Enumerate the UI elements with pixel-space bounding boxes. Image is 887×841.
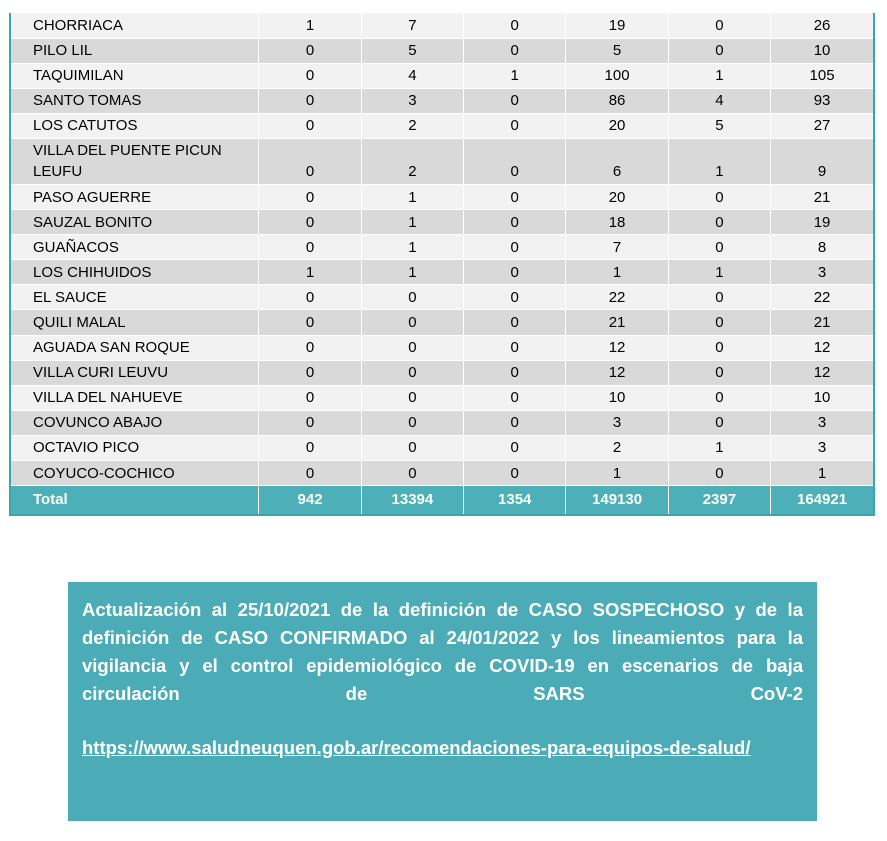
value-cell: 0 <box>668 410 770 435</box>
value-cell: 1 <box>668 260 770 285</box>
total-value-cell: 164921 <box>771 486 873 514</box>
locality-name-cell: COVUNCO ABAJO <box>11 410 259 435</box>
value-cell: 0 <box>668 310 770 335</box>
table-row <box>11 235 873 260</box>
value-cell: 0 <box>464 138 566 184</box>
value-cell: 1 <box>259 13 361 38</box>
value-cell: 0 <box>668 360 770 385</box>
locality-name-cell: OCTAVIO PICO <box>11 435 259 460</box>
locality-name-cell: SANTO TOMAS <box>11 88 259 113</box>
value-cell: 21 <box>771 184 873 209</box>
value-cell: 9 <box>771 138 873 184</box>
update-notice-box <box>68 582 817 821</box>
total-row <box>11 486 873 514</box>
cases-table-container <box>9 13 875 516</box>
table-row <box>11 13 873 38</box>
value-cell: 0 <box>464 113 566 138</box>
value-cell: 2 <box>361 113 463 138</box>
value-cell: 0 <box>668 38 770 63</box>
value-cell: 2 <box>566 435 668 460</box>
locality-name-cell: COYUCO-COCHICO <box>11 461 259 486</box>
total-value-cell: 149130 <box>566 486 668 514</box>
value-cell: 0 <box>259 63 361 88</box>
value-cell: 1 <box>361 184 463 209</box>
value-cell: 0 <box>464 210 566 235</box>
locality-name-cell: AGUADA SAN ROQUE <box>11 335 259 360</box>
value-cell: 5 <box>668 113 770 138</box>
locality-name-cell: PASO AGUERRE <box>11 184 259 209</box>
value-cell: 18 <box>566 210 668 235</box>
table-row <box>11 360 873 385</box>
table-row <box>11 461 873 486</box>
table-row <box>11 113 873 138</box>
value-cell: 12 <box>771 335 873 360</box>
value-cell: 0 <box>464 410 566 435</box>
table-row <box>11 88 873 113</box>
value-cell: 0 <box>464 360 566 385</box>
value-cell: 0 <box>361 310 463 335</box>
value-cell: 0 <box>361 385 463 410</box>
value-cell: 0 <box>259 385 361 410</box>
value-cell: 0 <box>361 435 463 460</box>
value-cell: 0 <box>259 410 361 435</box>
value-cell: 7 <box>361 13 463 38</box>
value-cell: 0 <box>259 461 361 486</box>
locality-name-cell: SAUZAL BONITO <box>11 210 259 235</box>
table-body <box>11 13 873 514</box>
value-cell: 0 <box>259 335 361 360</box>
total-label: Total <box>11 486 259 514</box>
value-cell: 0 <box>464 260 566 285</box>
value-cell: 0 <box>464 184 566 209</box>
value-cell: 0 <box>361 335 463 360</box>
value-cell: 1 <box>361 260 463 285</box>
value-cell: 3 <box>566 410 668 435</box>
value-cell: 21 <box>771 310 873 335</box>
locality-name-cell: GUAÑACOS <box>11 235 259 260</box>
value-cell: 0 <box>259 88 361 113</box>
value-cell: 0 <box>259 360 361 385</box>
value-cell: 100 <box>566 63 668 88</box>
value-cell: 0 <box>259 38 361 63</box>
value-cell: 12 <box>771 360 873 385</box>
value-cell: 10 <box>771 38 873 63</box>
cases-by-locality-table <box>11 13 873 514</box>
value-cell: 1 <box>566 461 668 486</box>
value-cell: 5 <box>566 38 668 63</box>
table-row <box>11 410 873 435</box>
table-row <box>11 435 873 460</box>
locality-name-cell: VILLA CURI LEUVU <box>11 360 259 385</box>
update-notice-text: Actualización al 25/10/2021 de la definición de CASO SOSPECHOSO y de la definición de CASO CONFIRMADO al 24/01/2022 y los lineamientos para la vigilancia y el control epidemiológico de COVID-19 en escenarios de baja circulación de SARS CoV-2 <box>82 599 803 704</box>
value-cell: 1 <box>464 63 566 88</box>
table-row <box>11 285 873 310</box>
table-row <box>11 260 873 285</box>
value-cell: 0 <box>668 461 770 486</box>
value-cell: 21 <box>566 310 668 335</box>
locality-name-cell: LOS CATUTOS <box>11 113 259 138</box>
value-cell: 0 <box>464 88 566 113</box>
value-cell: 0 <box>464 461 566 486</box>
value-cell: 19 <box>566 13 668 38</box>
value-cell: 0 <box>361 410 463 435</box>
value-cell: 0 <box>668 235 770 260</box>
value-cell: 8 <box>771 235 873 260</box>
locality-name-cell: VILLA DEL NAHUEVE <box>11 385 259 410</box>
value-cell: 12 <box>566 335 668 360</box>
locality-name-cell: PILO LIL <box>11 38 259 63</box>
value-cell: 0 <box>259 310 361 335</box>
value-cell: 3 <box>771 410 873 435</box>
value-cell: 0 <box>668 13 770 38</box>
value-cell: 20 <box>566 184 668 209</box>
locality-name-cell: VILLA DEL PUENTE PICUN LEUFU <box>11 138 259 184</box>
value-cell: 10 <box>771 385 873 410</box>
value-cell: 1 <box>668 435 770 460</box>
value-cell: 0 <box>464 335 566 360</box>
value-cell: 0 <box>361 285 463 310</box>
value-cell: 0 <box>259 285 361 310</box>
value-cell: 0 <box>668 285 770 310</box>
value-cell: 6 <box>566 138 668 184</box>
value-cell: 10 <box>566 385 668 410</box>
value-cell: 26 <box>771 13 873 38</box>
value-cell: 4 <box>668 88 770 113</box>
value-cell: 19 <box>771 210 873 235</box>
value-cell: 0 <box>668 210 770 235</box>
value-cell: 1 <box>668 63 770 88</box>
value-cell: 0 <box>668 184 770 209</box>
value-cell: 0 <box>668 335 770 360</box>
table-row <box>11 310 873 335</box>
total-value-cell: 2397 <box>668 486 770 514</box>
value-cell: 1 <box>361 210 463 235</box>
value-cell: 22 <box>771 285 873 310</box>
value-cell: 27 <box>771 113 873 138</box>
value-cell: 22 <box>566 285 668 310</box>
value-cell: 1 <box>259 260 361 285</box>
locality-name-cell: EL SAUCE <box>11 285 259 310</box>
value-cell: 1 <box>771 461 873 486</box>
value-cell: 1 <box>668 138 770 184</box>
value-cell: 0 <box>464 385 566 410</box>
value-cell: 3 <box>771 435 873 460</box>
value-cell: 1 <box>566 260 668 285</box>
value-cell: 3 <box>361 88 463 113</box>
value-cell: 0 <box>464 38 566 63</box>
value-cell: 93 <box>771 88 873 113</box>
table-row <box>11 38 873 63</box>
value-cell: 0 <box>668 385 770 410</box>
locality-name-cell: QUILI MALAL <box>11 310 259 335</box>
value-cell: 12 <box>566 360 668 385</box>
value-cell: 4 <box>361 63 463 88</box>
table-row <box>11 210 873 235</box>
locality-name-cell: CHORRIACA <box>11 13 259 38</box>
total-value-cell: 13394 <box>361 486 463 514</box>
table-row <box>11 63 873 88</box>
total-value-cell: 1354 <box>464 486 566 514</box>
value-cell: 0 <box>464 310 566 335</box>
value-cell: 3 <box>771 260 873 285</box>
value-cell: 0 <box>361 360 463 385</box>
value-cell: 20 <box>566 113 668 138</box>
value-cell: 2 <box>361 138 463 184</box>
value-cell: 0 <box>464 285 566 310</box>
value-cell: 0 <box>259 210 361 235</box>
total-value-cell: 942 <box>259 486 361 514</box>
value-cell: 1 <box>361 235 463 260</box>
table-row <box>11 138 873 184</box>
locality-name-cell: LOS CHIHUIDOS <box>11 260 259 285</box>
value-cell: 0 <box>464 235 566 260</box>
table-row <box>11 385 873 410</box>
value-cell: 7 <box>566 235 668 260</box>
table-row <box>11 335 873 360</box>
value-cell: 0 <box>259 435 361 460</box>
table-row <box>11 184 873 209</box>
value-cell: 0 <box>259 235 361 260</box>
value-cell: 105 <box>771 63 873 88</box>
value-cell: 0 <box>464 13 566 38</box>
value-cell: 0 <box>259 184 361 209</box>
value-cell: 86 <box>566 88 668 113</box>
value-cell: 0 <box>259 113 361 138</box>
value-cell: 0 <box>361 461 463 486</box>
value-cell: 0 <box>259 138 361 184</box>
value-cell: 0 <box>464 435 566 460</box>
locality-name-cell: TAQUIMILAN <box>11 63 259 88</box>
recommendations-link[interactable]: https://www.saludneuquen.gob.ar/recomendaciones-para-equipos-de-salud/ <box>82 737 751 758</box>
value-cell: 5 <box>361 38 463 63</box>
